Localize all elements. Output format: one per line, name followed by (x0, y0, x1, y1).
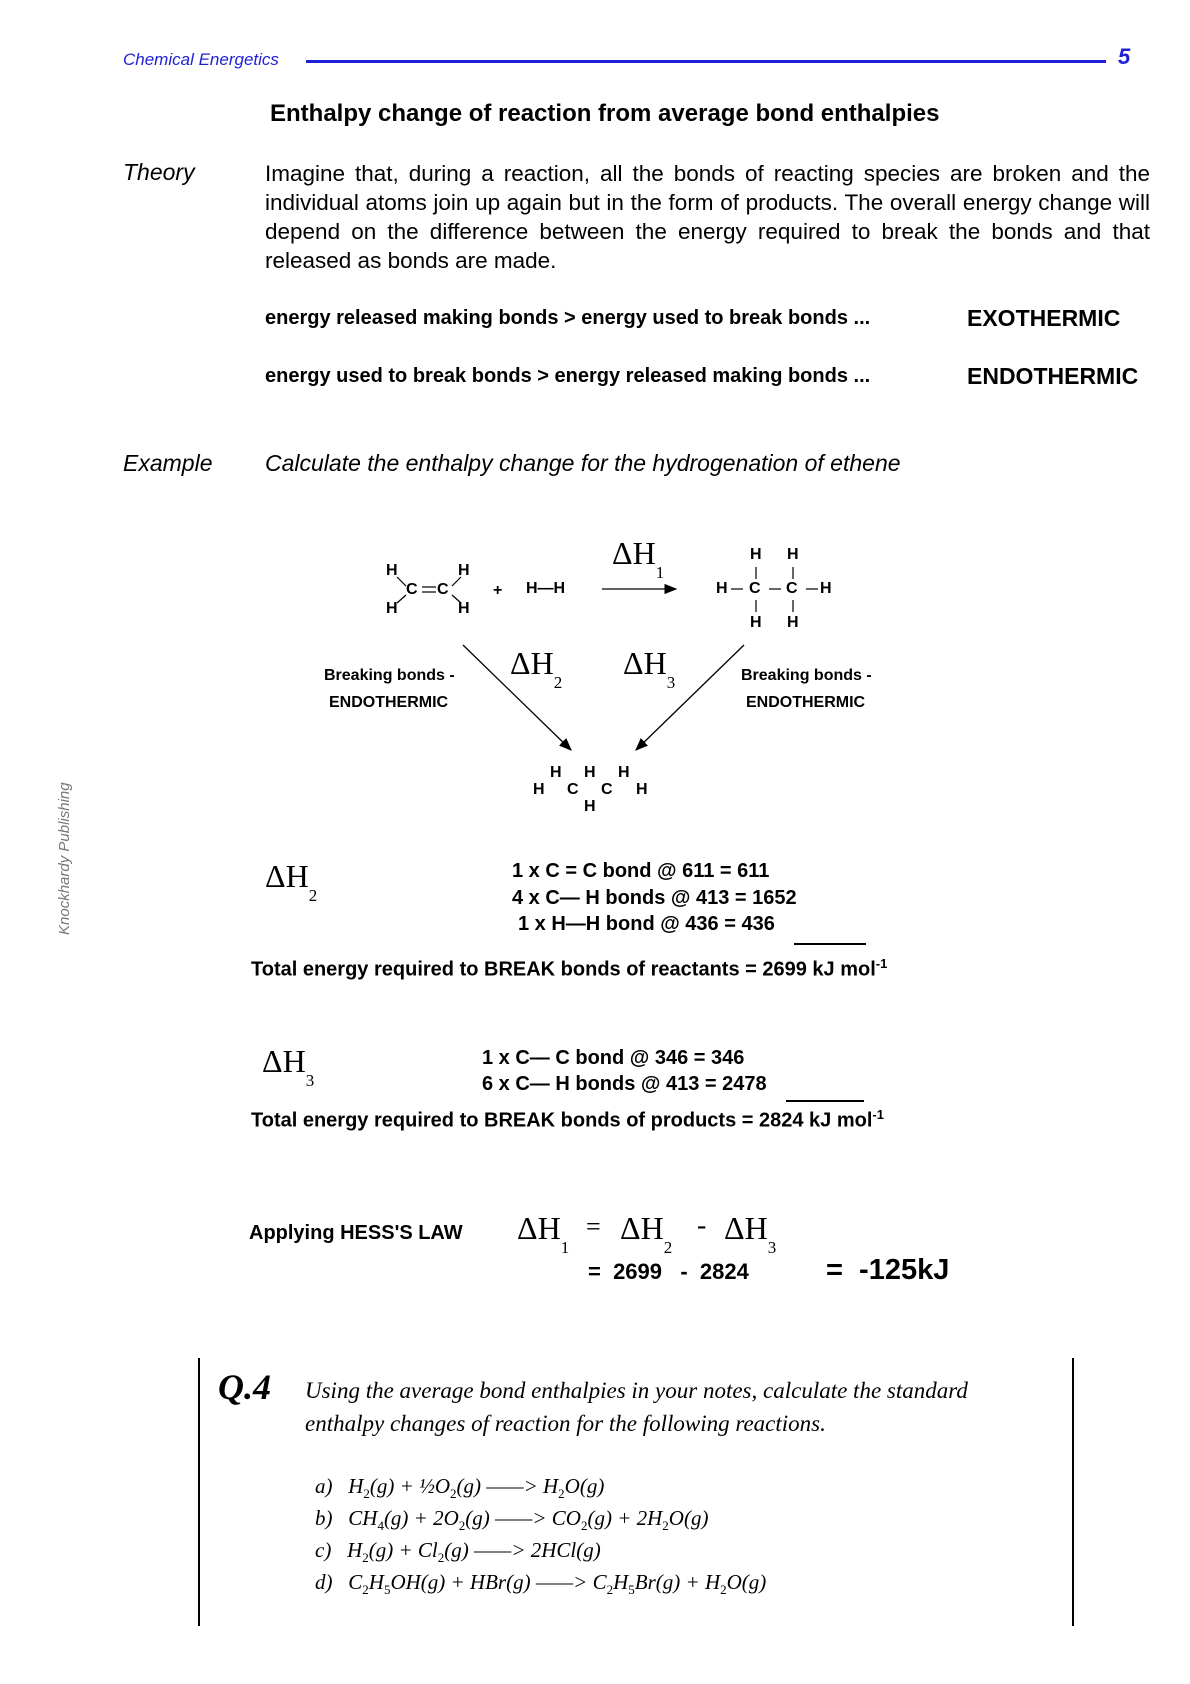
endothermic-rule: energy used to break bonds > energy released making bonds ... (265, 365, 871, 387)
question-item-c: c) $H_2(g) + Cl_2(g)$ ——> 2HCl(g) (315, 1538, 601, 1566)
atom-label: C (567, 781, 579, 798)
hess-minus: - (697, 1210, 707, 1241)
delta-h3-label: $\Delta H_3$ (623, 645, 676, 692)
atom-label: H (386, 600, 398, 617)
question-text: Using the average bond enthalpies in your notes, calculate the standard enthalpy changes of reaction for the following reactions. (305, 1378, 968, 1436)
example-text: Calculate the enthalpy change for the hydrogenation of ethene (265, 450, 901, 476)
atom-label: H (458, 600, 470, 617)
atom-label: C (437, 581, 449, 598)
atom-label: H (820, 580, 832, 597)
question-number: Q.4 (218, 1367, 271, 1407)
atom-label: H (386, 562, 398, 579)
dh3-calc-line: 6 x C— H bonds @ 413 = 2478 (482, 1073, 767, 1095)
atom-label: H (550, 764, 562, 781)
left-endothermic-label: ENDOTHERMIC (329, 694, 449, 711)
header-title: Chemical Energetics (123, 50, 279, 69)
exothermic-tag: EXOTHERMIC (967, 305, 1121, 331)
exothermic-rule: energy released making bonds > energy used to break bonds ... (265, 307, 871, 329)
atom-label: H (458, 562, 470, 579)
atom-label: H (618, 764, 630, 781)
atom-label: H (533, 781, 545, 798)
sum-rule (794, 943, 866, 945)
delta-h1-label: $\Delta H_1$ (612, 535, 665, 582)
hess-delta-h3: $\Delta H_3$ (724, 1210, 777, 1257)
delta-h3-heading: $\Delta H_3$ (262, 1043, 315, 1090)
atom-label: H (750, 614, 762, 631)
right-breaking-label: Breaking bonds - (741, 667, 872, 684)
dh2-calc-line: 1 x H—H bond @ 436 = 436 (518, 913, 775, 935)
hydrogen-molecule: H—H (526, 580, 566, 597)
hess-numbers: = 2699 - 2824 (588, 1259, 749, 1284)
dh3-total: Total energy required to BREAK bonds of products = 2824 kJ mol$^{-1}$ (251, 1107, 884, 1132)
delta-h2-label: $\Delta H_2$ (510, 645, 563, 692)
atom-label: H (787, 546, 799, 563)
dh2-calc-line: 1 x C = C bond @ 611 = 611 (512, 860, 770, 882)
dh2-total: Total energy required to BREAK bonds of reactants = 2699 kJ mol$^{-1}$ (251, 956, 888, 981)
page-number: 5 (1118, 44, 1131, 69)
atom-label: C (749, 580, 761, 597)
example-label: Example (123, 450, 213, 476)
dh2-calc-line: 4 x C— H bonds @ 413 = 1652 (512, 887, 797, 909)
plus-sign: + (493, 582, 503, 599)
hess-equals: = (586, 1212, 601, 1241)
hess-label: Applying HESS'S LAW (249, 1222, 463, 1244)
atom-label: H (584, 764, 596, 781)
atom-label: C (601, 781, 613, 798)
endothermic-tag: ENDOTHERMIC (967, 363, 1139, 389)
theory-label: Theory (123, 159, 195, 185)
hess-delta-h1: $\Delta H_1$ (517, 1210, 570, 1257)
sum-rule (786, 1100, 864, 1102)
atom-label: H (636, 781, 648, 798)
hess-result: = -125kJ (826, 1254, 950, 1286)
right-endothermic-label: ENDOTHERMIC (746, 694, 866, 711)
publisher-side-text: Knockhardy Publishing (56, 782, 73, 935)
atom-label: H (716, 580, 728, 597)
page-title: Enthalpy change of reaction from average bond enthalpies (270, 100, 940, 127)
question-item-a: a) $H_2(g)$ + $\frac{1}{2}O_2(g)$ ——> $H_2O(g)$ (315, 1474, 605, 1502)
atom-label: C (786, 580, 798, 597)
hess-delta-h2: $\Delta H_2$ (620, 1210, 673, 1257)
question-item-d: d) $C_2H_5OH(g) + HBr(g)$ ——> $C_2H_5Br(g) + H_2O(g)$ (315, 1570, 767, 1598)
question-item-b: b) $CH_4(g) + 2O_2(g)$ ——> $CO_2(g) + 2H_2O(g)$ (315, 1506, 709, 1534)
dh3-calc-line: 1 x C— C bond @ 346 = 346 (482, 1047, 745, 1069)
bond-line (397, 595, 406, 603)
atom-label: H (584, 798, 596, 815)
left-breaking-label: Breaking bonds - (324, 667, 455, 684)
bond-line (397, 577, 406, 586)
atom-label: H (750, 546, 762, 563)
atom-label: H (787, 614, 799, 631)
delta-h2-heading: $\Delta H_2$ (265, 858, 318, 905)
theory-paragraph: Imagine that, during a reaction, all the bonds of reacting species are broken and the individual atoms join up again but in the form of products. The overall energy change will depend on the difference between the energy required to break the bonds and that released as bonds are made. (265, 161, 1150, 273)
atom-label: C (406, 581, 418, 598)
